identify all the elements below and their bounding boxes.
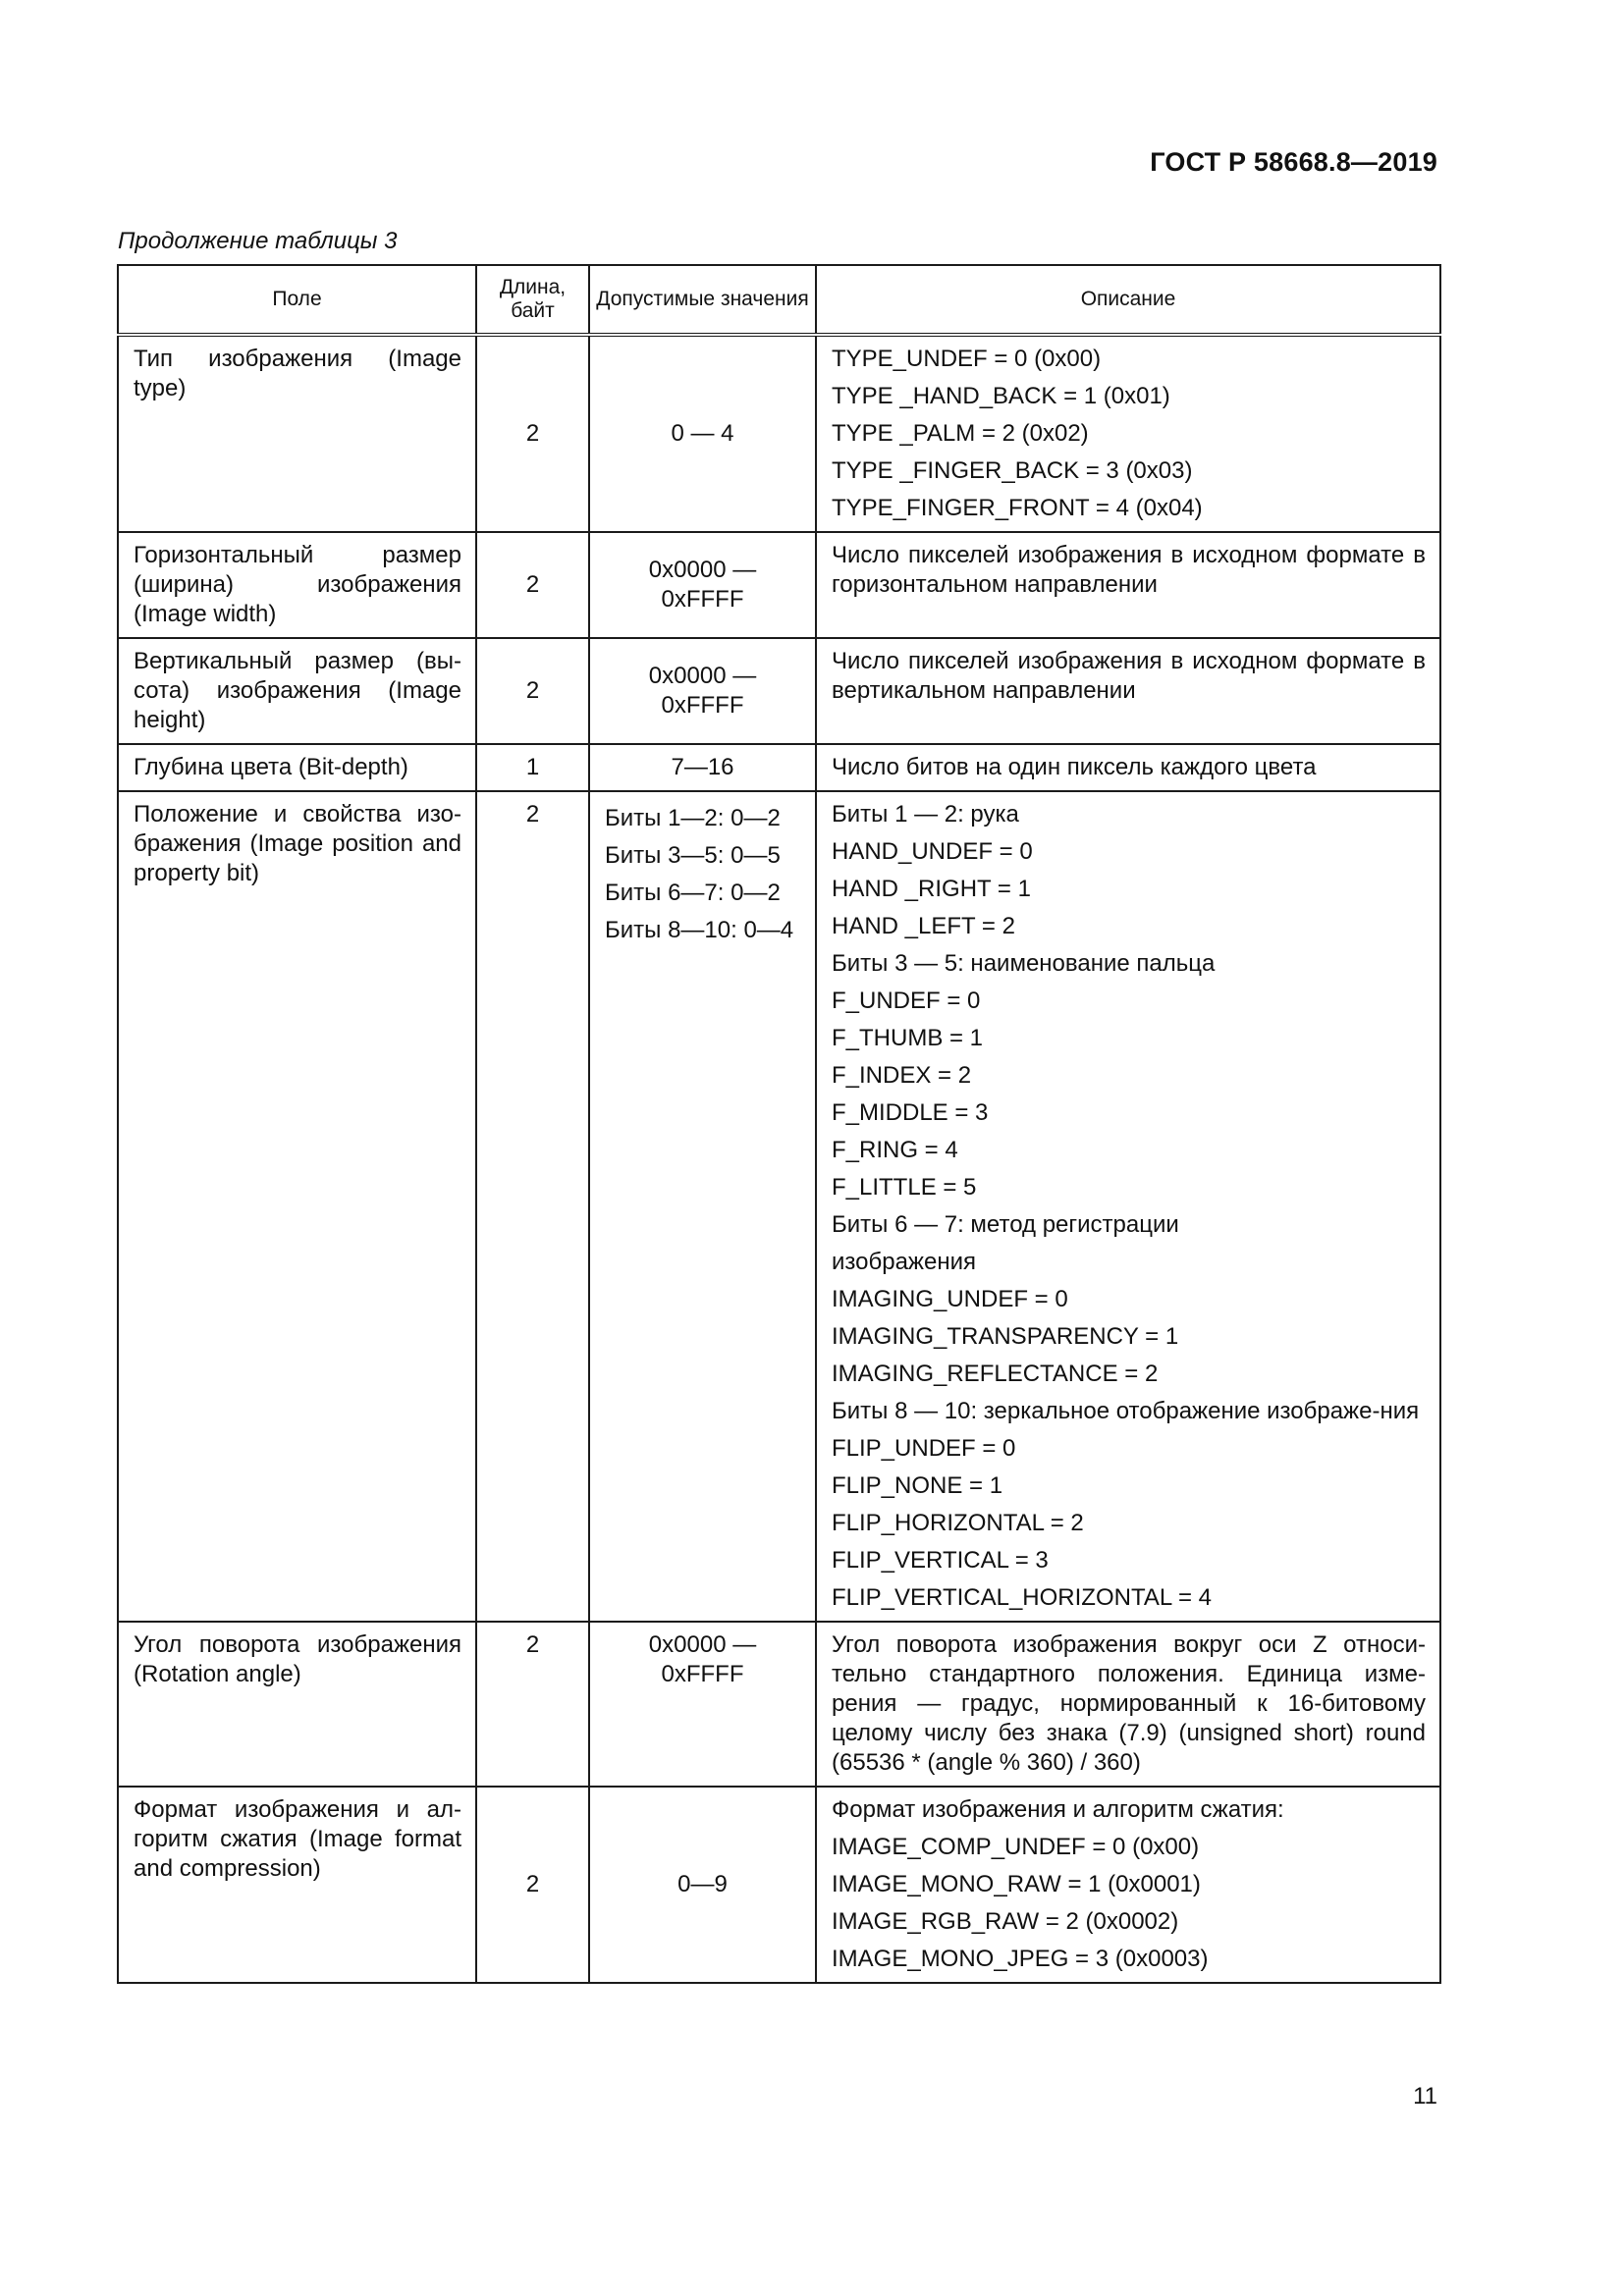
range-cell: [589, 638, 816, 744]
length-cell: 2: [476, 1622, 589, 1787]
description-line: Формат изображения и алгоритм сжатия:: [832, 1796, 1284, 1823]
description-cell: [816, 532, 1440, 638]
description-line: FLIP_VERTICAL_HORIZONTAL = 4: [832, 1584, 1213, 1611]
description-cell: [816, 1622, 1440, 1787]
header-description: Описание: [816, 265, 1440, 335]
specification-table: [117, 264, 1441, 1984]
table-row: [118, 335, 1440, 532]
range-line: 0—9: [677, 1871, 728, 1897]
description-cell: [816, 638, 1440, 744]
field-cell: Формат изображения и ал-горитм сжатия (Image format and compression): [118, 1787, 476, 1983]
header-field: Поле: [118, 265, 476, 335]
description-line: HAND_UNDEF = 0: [832, 838, 1033, 865]
table-row: [118, 532, 1440, 638]
description-line: TYPE _FINGER_BACK = 3 (0x03): [832, 457, 1193, 484]
description-cell: [816, 1787, 1440, 1983]
description-cell: [816, 744, 1440, 791]
length-cell: 2: [476, 532, 589, 638]
range-line: 0x0000 —: [648, 663, 757, 689]
range-line: Биты 6—7: 0—2: [605, 880, 781, 906]
description-text: Число пикселей изображения в исходном формате в горизонтальном направлении: [832, 542, 1426, 598]
description-line: Биты 6 — 7: метод регистрации: [832, 1211, 1179, 1238]
field-cell: Вертикальный размер (вы-сота) изображения (Image height): [118, 638, 476, 744]
description-line: IMAGING_UNDEF = 0: [832, 1286, 1068, 1312]
description-line: Биты 8 — 10: зеркальное отображение изображе-ния: [832, 1398, 1420, 1424]
field-cell: Тип изображения (Image type): [118, 335, 476, 532]
range-line: Биты 3—5: 0—5: [605, 842, 781, 869]
page-number: 11: [1413, 2083, 1437, 2109]
document-id: ГОСТ Р 58668.8—2019: [1150, 147, 1437, 177]
description-line: TYPE _PALM = 2 (0x02): [832, 420, 1089, 447]
length-cell: 2: [476, 335, 589, 532]
description-line: F_RING = 4: [832, 1137, 958, 1163]
description-line: изображения: [832, 1249, 976, 1275]
range-line: Биты 1—2: 0—2: [605, 805, 781, 831]
description-line: TYPE_UNDEF = 0 (0x00): [832, 346, 1102, 372]
range-line: Биты 8—10: 0—4: [605, 917, 794, 943]
range-line: 7—16: [671, 754, 734, 780]
description-line: FLIP_NONE = 1: [832, 1472, 1003, 1499]
range-line: 0 — 4: [671, 420, 734, 447]
description-line: IMAGING_REFLECTANCE = 2: [832, 1361, 1159, 1387]
description-line: F_THUMB = 1: [832, 1025, 984, 1051]
range-cell: [589, 791, 816, 1622]
description-cell: [816, 335, 1440, 532]
range-line: 0x0000 —: [648, 1631, 757, 1658]
description-line: IMAGE_COMP_UNDEF = 0 (0x00): [832, 1834, 1200, 1860]
length-cell: 2: [476, 791, 589, 1622]
range-cell: [589, 1787, 816, 1983]
description-line: IMAGE_MONO_JPEG = 3 (0x0003): [832, 1946, 1209, 1972]
table-row: [118, 744, 1440, 791]
field-cell: Угол поворота изображения (Rotation angle): [118, 1622, 476, 1787]
range-cell: [589, 744, 816, 791]
description-line: IMAGING_TRANSPARENCY = 1: [832, 1323, 1179, 1350]
description-line: F_LITTLE = 5: [832, 1174, 977, 1201]
table-row: [118, 791, 1440, 1622]
field-cell: Горизонтальный размер (ширина) изображения (Image width): [118, 532, 476, 638]
header-length: Длина, байт: [476, 265, 589, 335]
range-line: 0xFFFF: [661, 1661, 744, 1687]
description-line: FLIP_HORIZONTAL = 2: [832, 1510, 1084, 1536]
description-text: Число битов на один пиксель каждого цвета: [832, 754, 1317, 780]
range-line: 0xFFFF: [661, 692, 744, 719]
table-header-row: [118, 265, 1440, 335]
range-cell: [589, 335, 816, 532]
description-line: HAND _LEFT = 2: [832, 913, 1015, 939]
description-line: Биты 3 — 5: наименование пальца: [832, 950, 1216, 977]
field-cell: Положение и свойства изо-бражения (Image position and property bit): [118, 791, 476, 1622]
description-line: FLIP_VERTICAL = 3: [832, 1547, 1049, 1574]
description-line: Биты 1 — 2: рука: [832, 801, 1019, 828]
description-line: F_MIDDLE = 3: [832, 1099, 989, 1126]
table-row: [118, 638, 1440, 744]
table-row: [118, 1787, 1440, 1983]
range-cell: [589, 1622, 816, 1787]
range-cell: [589, 532, 816, 638]
table-caption: Продолжение таблицы 3: [118, 228, 398, 254]
length-cell: 2: [476, 1787, 589, 1983]
description-cell: [816, 791, 1440, 1622]
description-text: Число пикселей изображения в исходном формате в вертикальном направлении: [832, 648, 1426, 704]
description-line: F_UNDEF = 0: [832, 988, 981, 1014]
length-cell: 2: [476, 638, 589, 744]
description-line: IMAGE_MONO_RAW = 1 (0x0001): [832, 1871, 1201, 1897]
range-line: 0xFFFF: [661, 586, 744, 613]
description-line: TYPE_FINGER_FRONT = 4 (0x04): [832, 495, 1203, 521]
description-line: HAND _RIGHT = 1: [832, 876, 1031, 902]
range-line: 0x0000 —: [648, 557, 757, 583]
table-row: [118, 1622, 1440, 1787]
field-cell: Глубина цвета (Bit-depth): [118, 744, 476, 791]
description-line: TYPE _HAND_BACK = 1 (0x01): [832, 383, 1170, 409]
description-line: IMAGE_RGB_RAW = 2 (0x0002): [832, 1908, 1179, 1935]
length-cell: 1: [476, 744, 589, 791]
description-text: Угол поворота изображения вокруг оси Z относи-тельно стандартного положения. Единица изме-рения — градус, нормированный к 16-битовому целому числу без знака (7.9) (unsigned short) round (65536 * (angle % 360) / 360): [832, 1631, 1426, 1776]
header-range: Допустимые значения: [589, 265, 816, 335]
description-line: F_INDEX = 2: [832, 1062, 972, 1089]
description-line: FLIP_UNDEF = 0: [832, 1435, 1016, 1462]
